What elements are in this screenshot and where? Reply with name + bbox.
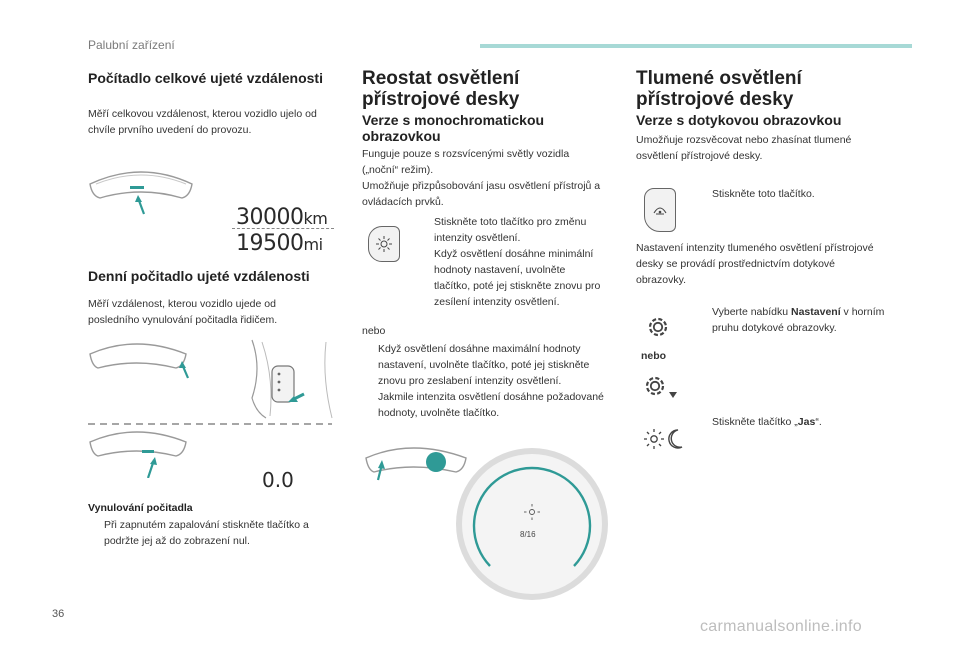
settings-gear-icon <box>645 314 671 340</box>
dimmed-intro-text: Umožňuje rozsvěcovat nebo zhasínat tlumené osvětlení přístrojové desky. <box>636 134 852 162</box>
section-title-dimmed-lighting: Tlumené osvětlení přístrojové desky <box>636 68 802 110</box>
section-subtitle-monochrome: Verze s monochromatickou obrazovkou <box>362 112 545 144</box>
dimmed-bullet-list-2 <box>696 304 886 336</box>
odometer-total-km <box>236 205 327 230</box>
section-text-total-distance: Měří celkovou vzdálenost, kterou vozidlo ujelo od chvíle prvního uvedení do provozu. <box>88 108 317 136</box>
section-text-trip-distance: Měří vzdálenost, kterou vozidlo ujede od posledního vynulování počitadla řidičem. <box>88 298 278 326</box>
trip-counter-value: 0.0 <box>262 468 294 492</box>
dimmer-bullet-3: Když osvětlení dosáhne maximální hodnoty nastavení, uvolněte tlačítko, poté jej stiskněte znovu pro zeslabení intenzity osvětlení. <box>378 343 590 387</box>
odometer-divider <box>232 228 334 229</box>
dimmer-bullet-4: Jakmile intenzita osvětlení dosáhne požadované hodnoty, uvolněte tlačítko. <box>378 391 604 419</box>
dashboard-dimming-icon <box>645 189 675 231</box>
reset-bullet: Při zapnutém zapalování stiskněte tlačítko a podržte jej až do zobrazení nul. <box>104 519 309 547</box>
odometer-total-mi <box>236 231 323 256</box>
watermark: carmanualsonline.info <box>700 618 862 635</box>
odometer-mi-value: 19500 <box>236 231 304 256</box>
dimmed-bullet-list-3 <box>696 414 886 430</box>
page-number: 36 <box>52 608 65 620</box>
dashboard-dimming-button <box>644 188 676 232</box>
dimmed-bullet-1: Stiskněte toto tlačítko. <box>712 188 815 200</box>
brightness-night-icon <box>642 426 686 452</box>
dimmer-dial-illustration <box>362 440 612 602</box>
brightness-button <box>368 226 400 262</box>
dimmer-intro-text: Funguje pouze s rozsvícenými světly vozidla („noční“ režim). Umožňuje přizpůsobování jasu osvětlení přístrojů a ovládacích prvků. <box>362 148 601 208</box>
brightness-icon <box>369 227 399 261</box>
odometer-km-unit: km <box>303 209 328 228</box>
section-title-total-distance: Počítadlo celkové ujeté vzdálenosti <box>88 70 323 86</box>
trip-counter-illustration <box>86 338 336 478</box>
dimmed-bullet-2: Vyberte nabídku Nastavení v horním pruhu dotykové obrazovky. <box>712 306 885 334</box>
reset-bullet-list <box>88 517 332 549</box>
dimmed-bullet-list-1 <box>696 186 886 202</box>
dimmer-bullet-1: Stiskněte toto tlačítko pro změnu intenzity osvětlení. <box>434 216 587 244</box>
reset-title: Vynulování počitadla <box>88 502 193 514</box>
dimmer-bullets-a <box>418 214 604 310</box>
section-title-trip-distance: Denní počitadlo ujeté vzdálenosti <box>88 268 310 284</box>
odometer-mi-unit: mi <box>303 235 323 254</box>
settings-or-label: nebo <box>641 350 667 362</box>
dimmed-para-2: Nastavení intenzity tlumeného osvětlení přístrojové desky se provádí prostřednictvím dotykové obrazovky. <box>636 242 874 286</box>
odometer-km-value: 30000 <box>236 205 304 230</box>
section-title-dimmer: Reostat osvětlení přístrojové desky <box>362 68 520 110</box>
odometer-dial-illustration <box>86 162 196 222</box>
dimmer-bullets-b <box>362 341 604 421</box>
header-accent-bar <box>480 44 912 48</box>
section-subtitle-touchscreen: Verze s dotykovou obrazovkou <box>636 112 842 128</box>
dimmed-bullet-3: Stiskněte tlačítko „Jas“. <box>712 416 822 428</box>
dimmer-bullet-2: Když osvětlení dosáhne minimální hodnoty nastavení, uvolněte tlačítko, poté jej stiskněte znovu pro zesílení intenzity osvětlení. <box>434 248 601 308</box>
dimmer-or-label: nebo <box>362 325 386 337</box>
dimmer-dial-value: 8/16 <box>520 530 536 539</box>
page-header-title: Palubní zařízení <box>88 38 175 52</box>
settings-gear-dropdown-icon <box>641 372 679 400</box>
